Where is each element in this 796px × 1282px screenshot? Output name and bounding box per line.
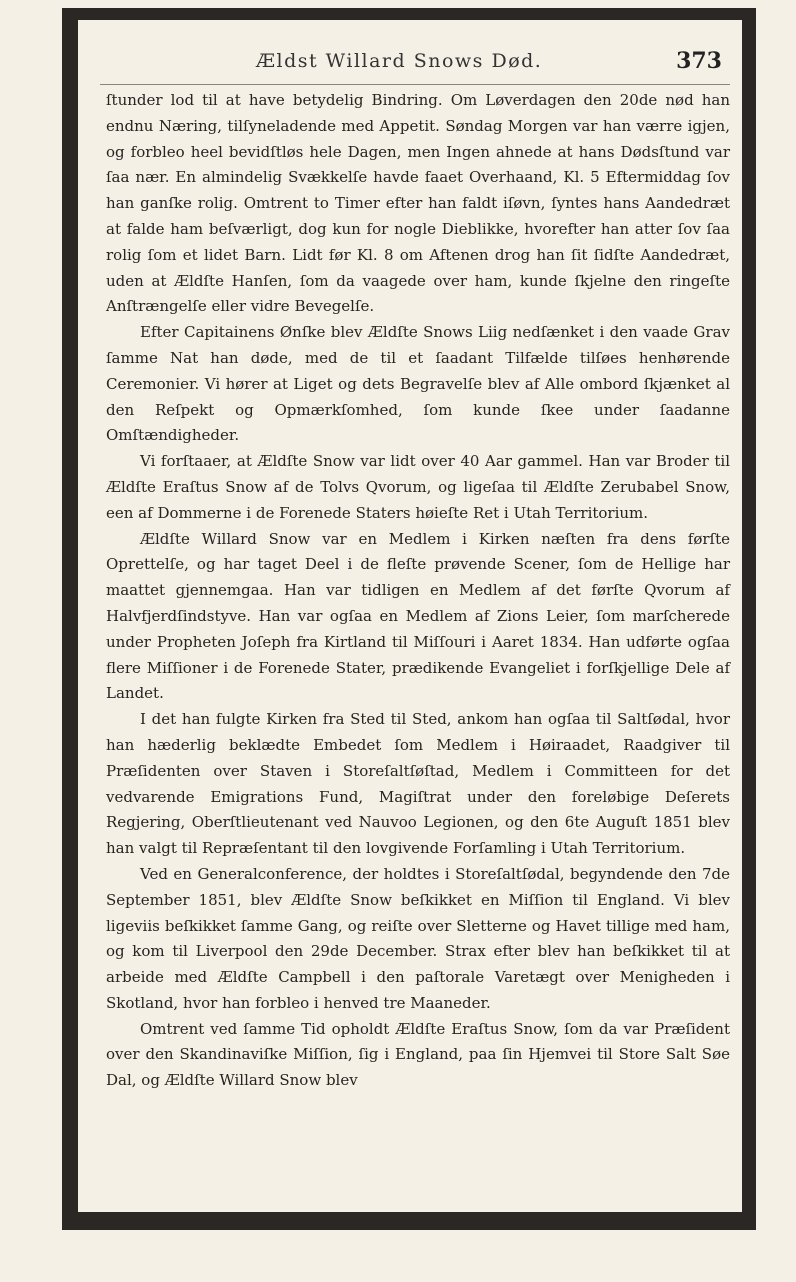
paragraph: ſtunder lod til at have betydelig Bindring. Om Løverdagen den 20de nød han endnu Næring, tilſyneladende med Appetit. Søndag Morgen var han værre igjen, og forbleo heel bevidſtløs hele Dagen, men Ingen ahnede at hans Dødsſtund var ſaa nær. En almindelig Svækkelſe havde faaet Overhaand, Kl. 5 Eftermiddag ſov han ganſke rolig. Omtrent to Timer efter han faldt iſøvn, ſyntes hans Aandedræt at falde ham beſværligt, dog kun for nogle Dieblikke, hvorefter han atter ſov ſaa rolig ſom et lidet Barn. Lidt før Kl. 8 om Aftenen drog han ſit ſidſte Aandedræt, uden at Ældſte Hanſen, ſom da vaagede over ham, kunde ſkjelne den ringeſte Anſtrængelſe eller vidre Bevegelſe. [106,91,730,316]
body-text [106,88,730,1094]
running-head [106,44,730,84]
paragraph: Efter Capitainens Ønſke blev Ældſte Snows Liig nedſænket i den vaade Grav ſamme Nat han døde, med de til et ſaadant Tilfælde tilſøes henhørende Ceremonier. Vi hører at Liget og dets Begravelſe blev af Alle ombord ſkjænket al den Reſpekt og Opmærkſomhed, ſom kunde ſkee under ſaadanne Omſtændigheder. [106,323,730,445]
paragraph: Vi forſtaaer, at Ældſte Snow var lidt over 40 Aar gammel. Han var Broder til Ældſte Eraſtus Snow af de Tolvs Qvorum, og ligeſaa til Ældſte Zerubabel Snow, een af Dommerne i de Forenede Staters høieſte Ret i Utah Territorium. [106,452,730,522]
book-page [82,22,742,1218]
header-rule [100,84,730,85]
paragraph: I det han fulgte Kirken fra Sted til Sted, ankom han ogſaa til Saltſødal, hvor han hæderlig beklædte Embedet ſom Medlem i Høiraadet, Raadgiver til Præſidenten over Staven i Storeſaltſøſtad, Medlem i Committeen for det vedvarende Emigrations Fund, Magiſtrat under den foreløbige Deſerets Regjering, Oberſtlieutenant ved Nauvoo Legionen, og den 6te Auguſt 1851 blev han valgt til Repræſentant til den lovgivende Forſamling i Utah Territorium. [106,710,730,858]
page-number: 373 [676,48,722,74]
running-title: Ældst Willard Snows Død. [256,50,543,72]
paragraph: Ved en Generalconference, der holdtes i Storeſaltſødal, begyndende den 7de September 1851, blev Ældſte Snow beſkikket en Miſſion til England. Vi blev ligeviis beſkikket ſamme Gang, og reiſte over Sletterne og Havet tillige med ham, og kom til Liverpool den 29de December. Strax efter blev han beſkikket til at arbeide med Ældſte Campbell i den paſtorale Varetægt over Menigheden i Skotland, hvor han forbleo i henved tre Maaneder. [106,864,730,1012]
paragraph: Omtrent ved ſamme Tid opholdt Ældſte Eraſtus Snow, ſom da var Præſident over den Skandinaviſke Miſſion, ſig i England, paa ſin Hjemvei til Store Salt Søe Dal, og Ældſte Willard Snow blev [106,1019,730,1090]
paragraph: Ældſte Willard Snow var en Medlem i Kirken næſten fra dens førſte Oprettelſe, og har taget Deel i de fleſte prøvende Scener, ſom de Hellige har maattet gjennemgaa. Han var tidligen en Medlem af det førſte Qvorum af Halvfjerdſindstyve. Han var ogſaa en Medlem af Zions Leier, ſom marſcherede under Propheten Joſeph fra Kirtland til Miſſouri i Aaret 1834. Han udførte ogſaa flere Miſſioner i de Forenede Stater, prædikende Evangeliet i forſkjellige Dele af Landet. [106,529,730,703]
